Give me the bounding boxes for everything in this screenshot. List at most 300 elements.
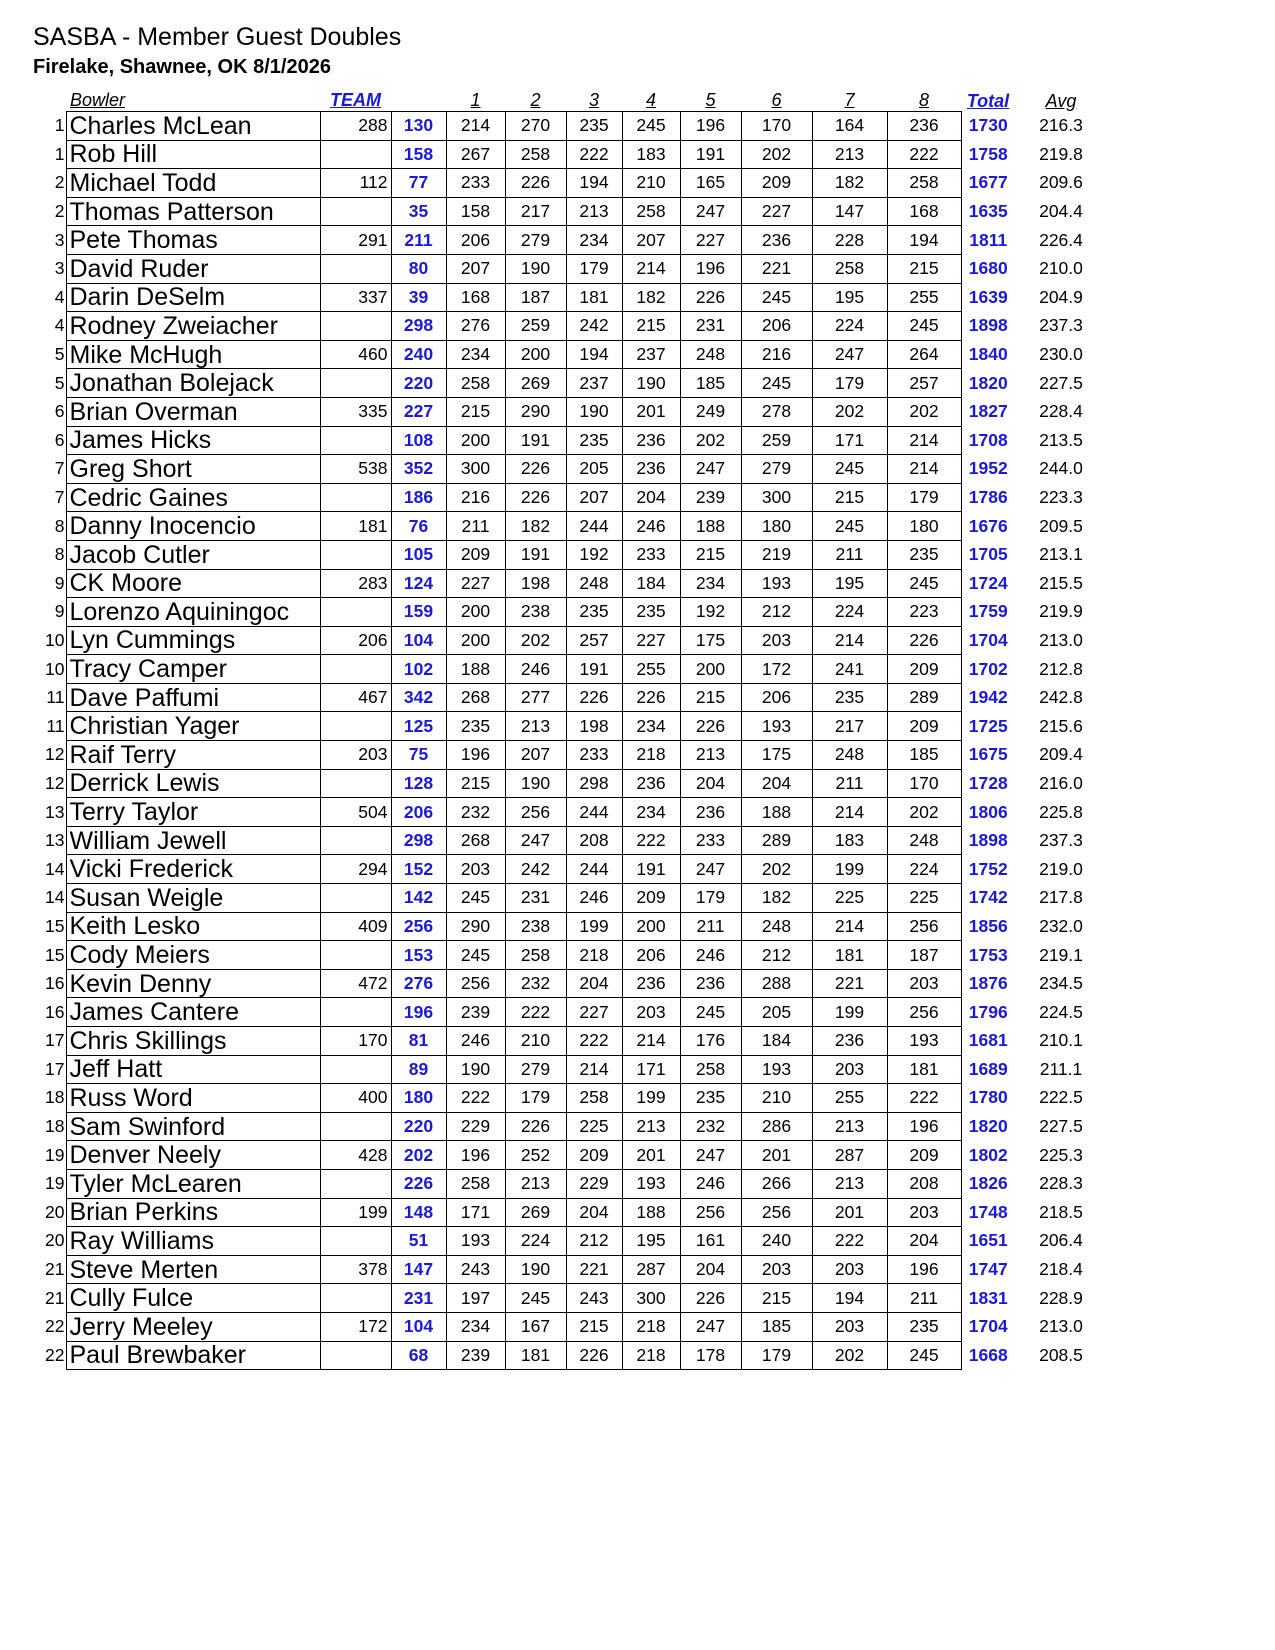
rank-cell: 2 xyxy=(54,201,65,222)
game-2-cell: 252 xyxy=(505,1141,566,1170)
header-game-4: 4 xyxy=(645,90,656,110)
table-row xyxy=(40,1255,1107,1284)
game-4-cell: 236 xyxy=(622,426,680,455)
avg-cell: 228.9 xyxy=(1039,1287,1083,1308)
team-score-cell xyxy=(320,884,391,913)
game-1-cell: 256 xyxy=(446,969,505,998)
game-6-cell: 179 xyxy=(741,1341,812,1370)
game-8-cell: 222 xyxy=(887,1084,961,1113)
team-score-cell: 378 xyxy=(320,1255,391,1284)
bowler-name-cell: James Hicks xyxy=(66,426,320,455)
game-5-cell: 246 xyxy=(680,941,741,970)
game-8-cell: 196 xyxy=(887,1112,961,1141)
avg-cell: 242.8 xyxy=(1039,687,1083,708)
header-game-7: 7 xyxy=(844,90,855,110)
game-3-cell: 229 xyxy=(566,1169,622,1198)
team-score-cell: 472 xyxy=(320,969,391,998)
game-1-cell: 171 xyxy=(446,1198,505,1227)
avg-cell: 215.5 xyxy=(1039,572,1083,593)
game-1-cell: 196 xyxy=(446,741,505,770)
bowler-name-cell: Keith Lesko xyxy=(66,912,320,941)
game-3-cell: 204 xyxy=(566,1198,622,1227)
rank-cell: 21 xyxy=(45,1259,65,1280)
avg-cell: 218.4 xyxy=(1039,1259,1083,1280)
game-5-cell: 202 xyxy=(680,426,741,455)
avg-cell: 219.1 xyxy=(1039,944,1083,965)
header-game-8: 8 xyxy=(918,90,929,110)
team-score-cell: 288 xyxy=(320,112,391,141)
game-8-cell: 209 xyxy=(887,655,961,684)
total-cell: 1635 xyxy=(968,201,1008,222)
bowler-name-cell: Pete Thomas xyxy=(66,226,320,255)
game-6-cell: 203 xyxy=(741,1255,812,1284)
game-8-cell: 214 xyxy=(887,455,961,484)
plusminus-cell: 108 xyxy=(391,426,446,455)
game-5-cell: 161 xyxy=(680,1227,741,1256)
plusminus-cell: 77 xyxy=(391,169,446,198)
total-cell: 1680 xyxy=(968,258,1008,279)
game-4-cell: 191 xyxy=(622,855,680,884)
bowler-name-cell: Cully Fulce xyxy=(66,1284,320,1313)
game-8-cell: 245 xyxy=(887,1341,961,1370)
game-8-cell: 180 xyxy=(887,512,961,541)
plusminus-cell: 186 xyxy=(391,483,446,512)
game-3-cell: 298 xyxy=(566,769,622,798)
game-2-cell: 269 xyxy=(505,1198,566,1227)
game-5-cell: 185 xyxy=(680,369,741,398)
game-5-cell: 233 xyxy=(680,826,741,855)
avg-cell: 224.5 xyxy=(1039,1001,1083,1022)
avg-cell: 209.5 xyxy=(1039,515,1083,536)
avg-cell: 222.5 xyxy=(1039,1087,1083,1108)
plusminus-cell: 352 xyxy=(391,455,446,484)
header-game-2: 2 xyxy=(530,90,541,110)
bowler-name-cell: Paul Brewbaker xyxy=(66,1341,320,1370)
game-5-cell: 227 xyxy=(680,226,741,255)
avg-cell: 227.5 xyxy=(1039,1116,1083,1137)
plusminus-cell: 342 xyxy=(391,683,446,712)
total-cell: 1639 xyxy=(968,286,1008,307)
game-6-cell: 215 xyxy=(741,1284,812,1313)
game-5-cell: 175 xyxy=(680,626,741,655)
game-5-cell: 226 xyxy=(680,1284,741,1313)
bowler-name-cell: Christian Yager xyxy=(66,712,320,741)
game-7-cell: 213 xyxy=(812,1169,887,1198)
game-3-cell: 234 xyxy=(566,226,622,255)
game-8-cell: 235 xyxy=(887,540,961,569)
table-row xyxy=(40,941,1107,970)
game-3-cell: 208 xyxy=(566,826,622,855)
avg-cell: 226.4 xyxy=(1039,229,1083,250)
rank-cell: 20 xyxy=(45,1230,65,1251)
game-4-cell: 204 xyxy=(622,483,680,512)
game-4-cell: 203 xyxy=(622,998,680,1027)
plusminus-cell: 276 xyxy=(391,969,446,998)
game-7-cell: 199 xyxy=(812,998,887,1027)
total-cell: 1898 xyxy=(968,315,1008,336)
game-4-cell: 171 xyxy=(622,1055,680,1084)
game-6-cell: 203 xyxy=(741,626,812,655)
game-7-cell: 247 xyxy=(812,340,887,369)
game-3-cell: 191 xyxy=(566,655,622,684)
game-5-cell: 247 xyxy=(680,1141,741,1170)
game-7-cell: 201 xyxy=(812,1198,887,1227)
game-3-cell: 198 xyxy=(566,712,622,741)
rank-cell: 6 xyxy=(54,401,65,422)
game-4-cell: 195 xyxy=(622,1227,680,1256)
team-score-cell: 291 xyxy=(320,226,391,255)
game-7-cell: 221 xyxy=(812,969,887,998)
game-2-cell: 198 xyxy=(505,569,566,598)
game-3-cell: 235 xyxy=(566,598,622,627)
game-6-cell: 193 xyxy=(741,712,812,741)
game-2-cell: 217 xyxy=(505,197,566,226)
score-table xyxy=(40,84,1108,1370)
game-3-cell: 214 xyxy=(566,1055,622,1084)
team-score-cell: 181 xyxy=(320,512,391,541)
table-row xyxy=(40,1141,1107,1170)
game-5-cell: 248 xyxy=(680,340,741,369)
team-score-cell: 467 xyxy=(320,683,391,712)
team-score-cell: 504 xyxy=(320,798,391,827)
game-4-cell: 214 xyxy=(622,254,680,283)
game-8-cell: 193 xyxy=(887,1027,961,1056)
game-7-cell: 228 xyxy=(812,226,887,255)
game-1-cell: 234 xyxy=(446,1312,505,1341)
game-4-cell: 218 xyxy=(622,1341,680,1370)
game-5-cell: 196 xyxy=(680,254,741,283)
game-8-cell: 209 xyxy=(887,1141,961,1170)
rank-cell: 7 xyxy=(54,458,65,479)
game-2-cell: 182 xyxy=(505,512,566,541)
rank-cell: 5 xyxy=(54,372,65,393)
game-4-cell: 214 xyxy=(622,1027,680,1056)
plusminus-cell: 152 xyxy=(391,855,446,884)
game-8-cell: 248 xyxy=(887,826,961,855)
game-7-cell: 182 xyxy=(812,169,887,198)
game-5-cell: 236 xyxy=(680,969,741,998)
bowler-name-cell: Lyn Cummings xyxy=(66,626,320,655)
game-4-cell: 222 xyxy=(622,826,680,855)
table-row xyxy=(40,426,1107,455)
avg-cell: 211.1 xyxy=(1039,1058,1083,1079)
game-8-cell: 185 xyxy=(887,741,961,770)
game-6-cell: 259 xyxy=(741,426,812,455)
bowler-name-cell: Russ Word xyxy=(66,1084,320,1113)
rank-cell: 16 xyxy=(45,973,65,994)
game-2-cell: 258 xyxy=(505,941,566,970)
game-6-cell: 219 xyxy=(741,540,812,569)
game-4-cell: 258 xyxy=(622,197,680,226)
game-3-cell: 194 xyxy=(566,340,622,369)
total-cell: 1780 xyxy=(968,1087,1008,1108)
header-bowler: Bowler xyxy=(70,90,126,110)
team-score-cell: 400 xyxy=(320,1084,391,1113)
avg-cell: 230.0 xyxy=(1039,344,1083,365)
game-3-cell: 207 xyxy=(566,483,622,512)
bowler-name-cell: Terry Taylor xyxy=(66,798,320,827)
game-6-cell: 266 xyxy=(741,1169,812,1198)
game-3-cell: 222 xyxy=(566,140,622,169)
avg-cell: 210.0 xyxy=(1039,258,1083,279)
table-row xyxy=(40,312,1107,341)
total-cell: 1651 xyxy=(968,1230,1008,1251)
game-5-cell: 231 xyxy=(680,312,741,341)
rank-cell: 16 xyxy=(45,1001,65,1022)
game-1-cell: 215 xyxy=(446,397,505,426)
game-8-cell: 214 xyxy=(887,426,961,455)
team-score-cell: 294 xyxy=(320,855,391,884)
avg-cell: 228.3 xyxy=(1039,1173,1083,1194)
table-row xyxy=(40,1227,1107,1256)
game-2-cell: 290 xyxy=(505,397,566,426)
plusminus-cell: 153 xyxy=(391,941,446,970)
team-score-cell xyxy=(320,826,391,855)
game-6-cell: 236 xyxy=(741,226,812,255)
game-8-cell: 245 xyxy=(887,312,961,341)
game-8-cell: 257 xyxy=(887,369,961,398)
bowler-name-cell: David Ruder xyxy=(66,254,320,283)
header-game-3: 3 xyxy=(588,90,599,110)
game-4-cell: 200 xyxy=(622,912,680,941)
bowler-name-cell: Jacob Cutler xyxy=(66,540,320,569)
bowler-name-cell: Danny Inocencio xyxy=(66,512,320,541)
game-6-cell: 209 xyxy=(741,169,812,198)
total-cell: 1840 xyxy=(968,344,1008,365)
game-5-cell: 239 xyxy=(680,483,741,512)
game-6-cell: 286 xyxy=(741,1112,812,1141)
game-6-cell: 248 xyxy=(741,912,812,941)
table-row xyxy=(40,1169,1107,1198)
rank-cell: 13 xyxy=(45,830,65,851)
game-1-cell: 276 xyxy=(446,312,505,341)
rank-cell: 1 xyxy=(54,115,65,136)
game-7-cell: 203 xyxy=(812,1312,887,1341)
game-6-cell: 212 xyxy=(741,941,812,970)
team-score-cell xyxy=(320,712,391,741)
game-2-cell: 190 xyxy=(505,769,566,798)
avg-cell: 212.8 xyxy=(1039,658,1083,679)
game-4-cell: 233 xyxy=(622,540,680,569)
total-cell: 1689 xyxy=(968,1058,1008,1079)
game-7-cell: 181 xyxy=(812,941,887,970)
game-7-cell: 214 xyxy=(812,626,887,655)
avg-cell: 234.5 xyxy=(1039,973,1083,994)
plusminus-cell: 68 xyxy=(391,1341,446,1370)
game-3-cell: 209 xyxy=(566,1141,622,1170)
game-8-cell: 204 xyxy=(887,1227,961,1256)
table-row xyxy=(40,626,1107,655)
game-8-cell: 203 xyxy=(887,1198,961,1227)
bowler-name-cell: Brian Perkins xyxy=(66,1198,320,1227)
game-1-cell: 190 xyxy=(446,1055,505,1084)
team-score-cell xyxy=(320,254,391,283)
game-6-cell: 216 xyxy=(741,340,812,369)
game-7-cell: 235 xyxy=(812,683,887,712)
rank-cell: 9 xyxy=(54,572,65,593)
game-1-cell: 203 xyxy=(446,855,505,884)
game-5-cell: 247 xyxy=(680,197,741,226)
plusminus-cell: 240 xyxy=(391,340,446,369)
plusminus-cell: 35 xyxy=(391,197,446,226)
game-5-cell: 176 xyxy=(680,1027,741,1056)
game-3-cell: 221 xyxy=(566,1255,622,1284)
game-4-cell: 201 xyxy=(622,1141,680,1170)
table-row xyxy=(40,712,1107,741)
game-4-cell: 236 xyxy=(622,769,680,798)
table-row xyxy=(40,540,1107,569)
plusminus-cell: 51 xyxy=(391,1227,446,1256)
plusminus-cell: 128 xyxy=(391,769,446,798)
game-1-cell: 222 xyxy=(446,1084,505,1113)
rank-cell: 3 xyxy=(54,229,65,250)
rank-cell: 22 xyxy=(45,1316,65,1337)
bowler-name-cell: Vicki Frederick xyxy=(66,855,320,884)
game-6-cell: 205 xyxy=(741,998,812,1027)
game-1-cell: 227 xyxy=(446,569,505,598)
game-1-cell: 233 xyxy=(446,169,505,198)
bowler-name-cell: Steve Merten xyxy=(66,1255,320,1284)
game-8-cell: 258 xyxy=(887,169,961,198)
rank-cell: 4 xyxy=(54,315,65,336)
rank-cell: 8 xyxy=(54,515,65,536)
plusminus-cell: 180 xyxy=(391,1084,446,1113)
game-5-cell: 226 xyxy=(680,283,741,312)
game-8-cell: 194 xyxy=(887,226,961,255)
rank-cell: 6 xyxy=(54,429,65,450)
game-7-cell: 203 xyxy=(812,1055,887,1084)
game-8-cell: 181 xyxy=(887,1055,961,1084)
bowler-name-cell: James Cantere xyxy=(66,998,320,1027)
game-7-cell: 258 xyxy=(812,254,887,283)
total-cell: 1811 xyxy=(969,229,1008,250)
plusminus-cell: 102 xyxy=(391,655,446,684)
avg-cell: 237.3 xyxy=(1039,830,1083,851)
game-3-cell: 258 xyxy=(566,1084,622,1113)
total-cell: 1708 xyxy=(968,429,1008,450)
game-4-cell: 218 xyxy=(622,741,680,770)
total-cell: 1827 xyxy=(968,401,1008,422)
game-4-cell: 245 xyxy=(622,112,680,141)
team-score-cell: 203 xyxy=(320,741,391,770)
plusminus-cell: 227 xyxy=(391,397,446,426)
rank-cell: 20 xyxy=(45,1201,65,1222)
total-cell: 1705 xyxy=(968,544,1008,565)
game-5-cell: 247 xyxy=(680,1312,741,1341)
game-2-cell: 232 xyxy=(505,969,566,998)
game-3-cell: 244 xyxy=(566,798,622,827)
game-8-cell: 203 xyxy=(887,969,961,998)
game-2-cell: 207 xyxy=(505,741,566,770)
game-8-cell: 196 xyxy=(887,1255,961,1284)
game-3-cell: 226 xyxy=(566,1341,622,1370)
game-2-cell: 224 xyxy=(505,1227,566,1256)
plusminus-cell: 220 xyxy=(391,369,446,398)
team-score-cell xyxy=(320,312,391,341)
game-2-cell: 259 xyxy=(505,312,566,341)
game-4-cell: 190 xyxy=(622,369,680,398)
rank-cell: 10 xyxy=(45,658,65,679)
game-3-cell: 235 xyxy=(566,426,622,455)
team-score-cell: 337 xyxy=(320,283,391,312)
total-cell: 1856 xyxy=(968,915,1008,936)
avg-cell: 204.9 xyxy=(1039,286,1083,307)
team-score-cell xyxy=(320,1055,391,1084)
game-5-cell: 191 xyxy=(680,140,741,169)
document-subtitle: Firelake, Shawnee, OK 8/1/2026 xyxy=(33,56,331,78)
game-2-cell: 242 xyxy=(505,855,566,884)
game-4-cell: 236 xyxy=(622,455,680,484)
team-score-cell: 283 xyxy=(320,569,391,598)
game-7-cell: 195 xyxy=(812,569,887,598)
team-score-cell xyxy=(320,1341,391,1370)
game-4-cell: 201 xyxy=(622,397,680,426)
header-game-5: 5 xyxy=(705,90,716,110)
table-row xyxy=(40,369,1107,398)
table-row xyxy=(40,998,1107,1027)
game-2-cell: 256 xyxy=(505,798,566,827)
game-6-cell: 240 xyxy=(741,1227,812,1256)
team-score-cell: 409 xyxy=(320,912,391,941)
total-cell: 1704 xyxy=(968,629,1008,650)
bowler-name-cell: Sam Swinford xyxy=(66,1112,320,1141)
total-cell: 1759 xyxy=(968,601,1008,622)
game-6-cell: 212 xyxy=(741,598,812,627)
avg-cell: 217.8 xyxy=(1039,887,1083,908)
game-7-cell: 179 xyxy=(812,369,887,398)
game-4-cell: 287 xyxy=(622,1255,680,1284)
game-3-cell: 190 xyxy=(566,397,622,426)
game-6-cell: 245 xyxy=(741,283,812,312)
game-1-cell: 268 xyxy=(446,683,505,712)
game-3-cell: 233 xyxy=(566,741,622,770)
game-2-cell: 247 xyxy=(505,826,566,855)
table-row xyxy=(40,283,1107,312)
game-5-cell: 235 xyxy=(680,1084,741,1113)
rank-cell: 1 xyxy=(54,143,65,164)
table-row xyxy=(40,1341,1107,1370)
game-4-cell: 188 xyxy=(622,1198,680,1227)
table-row xyxy=(40,598,1107,627)
game-8-cell: 168 xyxy=(887,197,961,226)
team-score-cell xyxy=(320,197,391,226)
game-1-cell: 258 xyxy=(446,1169,505,1198)
game-8-cell: 289 xyxy=(887,683,961,712)
game-1-cell: 216 xyxy=(446,483,505,512)
game-6-cell: 204 xyxy=(741,769,812,798)
rank-cell: 11 xyxy=(46,715,65,736)
game-6-cell: 221 xyxy=(741,254,812,283)
game-3-cell: 205 xyxy=(566,455,622,484)
bowler-name-cell: Jerry Meeley xyxy=(66,1312,320,1341)
game-6-cell: 185 xyxy=(741,1312,812,1341)
game-5-cell: 178 xyxy=(680,1341,741,1370)
table-row xyxy=(40,655,1107,684)
avg-cell: 225.8 xyxy=(1039,801,1083,822)
game-7-cell: 236 xyxy=(812,1027,887,1056)
total-cell: 1748 xyxy=(968,1201,1008,1222)
game-5-cell: 256 xyxy=(680,1198,741,1227)
game-5-cell: 200 xyxy=(680,655,741,684)
game-8-cell: 245 xyxy=(887,569,961,598)
team-score-cell xyxy=(320,426,391,455)
game-2-cell: 167 xyxy=(505,1312,566,1341)
table-row xyxy=(40,140,1107,169)
game-5-cell: 258 xyxy=(680,1055,741,1084)
bowler-name-cell: Cedric Gaines xyxy=(66,483,320,512)
game-7-cell: 214 xyxy=(812,798,887,827)
rank-cell: 9 xyxy=(54,601,65,622)
